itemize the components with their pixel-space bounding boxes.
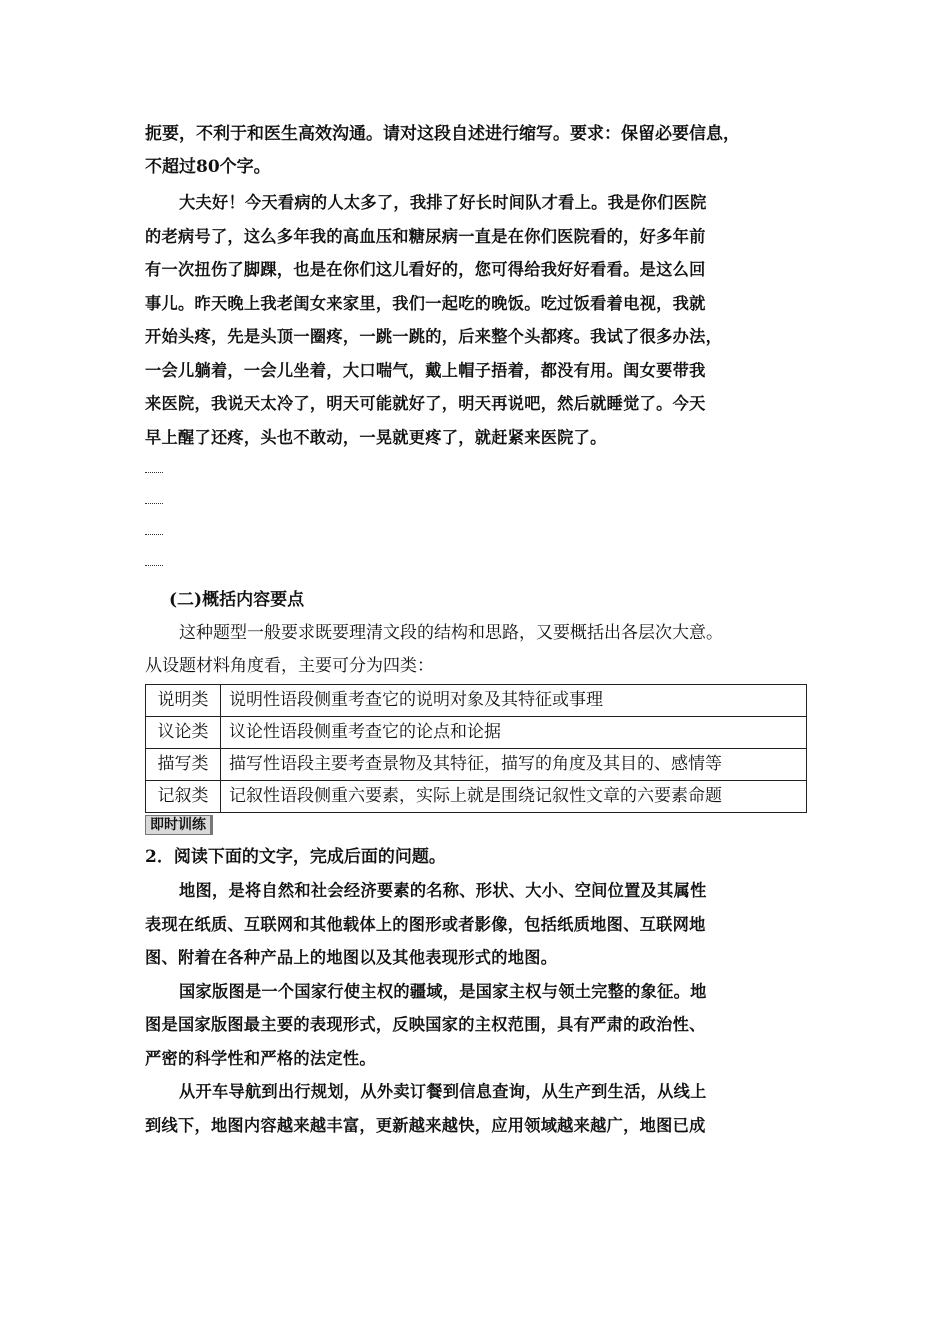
practice-badge: 即时训练 xyxy=(145,815,213,835)
passage-line: 严密的科学性和严格的法定性。 xyxy=(145,1048,376,1068)
statement-line: 来医院，我说天太冷了，明天可能就好了，明天再说吧，然后就睡觉了。今天 xyxy=(145,394,706,413)
answer-lines xyxy=(145,458,810,582)
section-title: (二)概括内容要点 xyxy=(169,590,305,610)
table-cell-category: 议论类 xyxy=(146,717,221,749)
answer-line xyxy=(145,520,810,551)
passage-line: 图、附着在各种产品上的地图以及其他表现形式的地图。 xyxy=(145,948,558,967)
table-cell-desc: 记叙性语段侧重六要素，实际上就是围绕记叙性文章的六要素命题 xyxy=(221,781,807,813)
document-page xyxy=(145,118,810,1142)
intro-line-2: 不超过80个字。 xyxy=(145,157,271,177)
section-desc-line-2: 从设题材料角度看，主要可分为四类： xyxy=(145,656,434,676)
passage-line: 从开车导航到出行规划，从外卖订餐到信息查询，从生产到生活，从线上 xyxy=(179,1082,707,1101)
answer-line xyxy=(145,551,810,582)
passage-line: 地图，是将自然和社会经济要素的名称、形状、大小、空间位置及其属性 xyxy=(179,881,707,900)
table-cell-desc: 描写性语段主要考查景物及其特征，描写的角度及其目的、感情等 xyxy=(221,749,807,781)
passage-line: 到线下，地图内容越来越丰富，更新越来越快，应用领域越来越广，地图已成 xyxy=(145,1115,706,1135)
passage-line: 图是国家版图最主要的表现形式，反映国家的主权范围，具有严肃的政治性、 xyxy=(145,1015,706,1034)
table-row xyxy=(146,717,807,749)
category-table xyxy=(145,684,807,813)
table-row xyxy=(146,749,807,781)
statement-line: 一会儿躺着，一会儿坐着，大口喘气，戴上帽子捂着，都没有用。闺女要带我 xyxy=(145,360,706,380)
statement-line: 开始头疼，先是头顶一圈疼，一跳一跳的，后来整个头都疼。我试了很多办法， xyxy=(145,327,723,346)
statement-line: 早上醒了还疼，头也不敢动，一晃就更疼了，就赶紧来医院了。 xyxy=(145,427,607,447)
question-title: 2．阅读下面的文字，完成后面的问题。 xyxy=(145,847,446,867)
passage-line: 表现在纸质、互联网和其他载体上的图形或者影像，包括纸质地图、互联网地 xyxy=(145,914,706,934)
passage-line: 国家版图是一个国家行使主权的疆域，是国家主权与领土完整的象征。地 xyxy=(179,981,707,1001)
table-cell-desc: 说明性语段侧重考查它的说明对象及其特征或事理 xyxy=(221,685,807,717)
answer-line xyxy=(145,458,810,489)
table-cell-category: 说明类 xyxy=(146,685,221,717)
section-desc-line-1: 这种题型一般要求既要理清文段的结构和思路，又要概括出各层次大意。 xyxy=(179,623,723,643)
question-passage xyxy=(145,874,810,1142)
statement-line: 有一次扭伤了脚踝，也是在你们这儿看好的，您可得给我好好看看。是这么回 xyxy=(145,260,706,279)
statement-line: 大夫好！今天看病的人太多了，我排了好长时间队才看上。我是你们医院 xyxy=(179,193,707,212)
answer-line xyxy=(145,489,810,520)
table-cell-desc: 议论性语段侧重考查它的论点和论据 xyxy=(221,717,807,749)
table-cell-category: 描写类 xyxy=(146,749,221,781)
intro-line-1: 扼要，不利于和医生高效沟通。请对这段自述进行缩写。要求：保留必要信息， xyxy=(145,124,740,144)
statement-line: 的老病号了，这么多年我的高血压和糖尿病一直是在你们医院看的，好多年前 xyxy=(145,226,706,246)
statement-line: 事儿。昨天晚上我老闺女来家里，我们一起吃的晚饭。吃过饭看着电视，我就 xyxy=(145,293,706,313)
table-row xyxy=(146,781,807,813)
patient-statement xyxy=(145,186,810,454)
table-cell-category: 记叙类 xyxy=(146,781,221,813)
table-row xyxy=(146,685,807,717)
